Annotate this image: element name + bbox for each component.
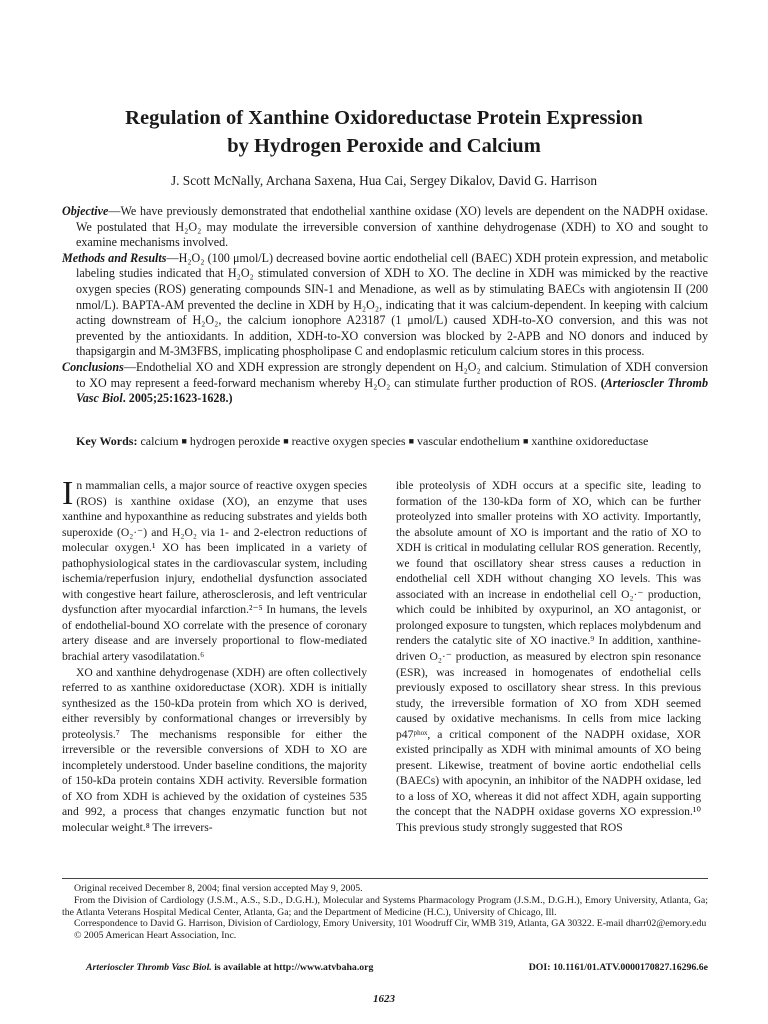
key-words — [76, 433, 726, 449]
journal-name: Arterioscler Thromb Vasc Biol. — [86, 962, 212, 973]
body-column-left — [62, 475, 367, 836]
footnote-copyright: © 2005 American Heart Association, Inc. — [74, 930, 237, 942]
title-line-1: Regulation of Xanthine Oxidoreductase Protein Expression — [125, 107, 643, 129]
methods-label: Methods and Results — [62, 250, 167, 265]
article-title — [40, 104, 728, 160]
abstract-citation: (Arterioscler Thromb Vasc Biol. 2005;25:1623-1628.) — [76, 375, 708, 406]
body-paragraph: XO and xanthine dehydrogenase (XDH) are often collectively referred to as xanthine oxidoreductase (XOR). XDH is initially synthesized as the 150-kDa protein from which XO is derived, either reversibly by conformational changes or irreversibly by proteolysis.⁷ The mechanisms responsible for either the irreversible or the reversible conversions of XDH to XO are incompletely understood. Under baseline conditions, the majority of 150-kDa protein contains XDH activity. Reversible formation of XO from XDH is achieved by the oxidation of cysteines 535 and 992, a process that changes enzymatic function but not molecular weight.⁸ The irrevers- — [62, 665, 367, 835]
objective-text: —We have previously demonstrated that endothelial xanthine oxidase (XO) levels are dependent on the NADPH oxidase. We postulated that H₂O₂ may modulate the irreversible conversion of xanthine dehydrogenase (XDH) to XO and sought to examine mechanisms involved. — [76, 204, 708, 250]
keyword-separator: ■ — [522, 436, 529, 446]
journal-url[interactable]: is available at http://www.atvbaha.org — [211, 962, 374, 973]
keyword: hydrogen peroxide — [189, 434, 281, 448]
abstract — [62, 204, 708, 407]
keyword-separator: ■ — [408, 436, 415, 446]
keyword-separator: ■ — [181, 436, 187, 446]
keyword: xanthine oxidoreductase — [531, 434, 649, 448]
keyword: reactive oxygen species — [291, 434, 406, 448]
footnote-correspondence: Correspondence to David G. Harrison, Division of Cardiology, Emory University, 101 Woodruff Cir, WMB 319, Atlanta, GA 30322. E-mail dharr02@emory.edu — [74, 918, 707, 930]
footnote-received: Original received December 8, 2004; final version accepted May 9, 2005. — [74, 883, 363, 894]
citation-volume: . 2005;25:1623-1628.) — [122, 391, 233, 406]
methods-text: —H₂O₂ (100 μmol/L) decreased bovine aortic endothelial cell (BAEC) XDH protein expression, and metabolic labeling studies indicated that H₂O₂ stimulated conversion of XDH to XO. The decline in XDH was mimicked by the reactive oxygen species (ROS) generating compounds SIN-1 and Menadione, as well as by stimulating BAECs with angiotensin II (200 nmol/L). BAPTA-AM prevented the decline in XDH by H₂O₂, indicating that it was calcium-dependent. In keeping with calcium acting downstream of H₂O₂, the calcium ionophore A23187 (1 μmol/L) caused XDH-to-XO conversion, and this was not prevented by the antioxidants. In addition, XDH-to-XO conversion was blocked by 2-APB and NO donors and induced by thapsigargin and M-3M3FBS, implicating phospholipase C and endoplasmic reticulum calcium stores in this process. — [76, 250, 708, 359]
objective-label: Objective — [62, 204, 109, 218]
body-paragraph: In mammalian cells, a major source of reactive oxygen species (ROS) is xanthine oxidase (XO), an enzyme that uses xanthine and hypoxanthine as reducing substrates and yields both superoxide (O₂·⁻) and H₂O₂ via 1- and 2-electron reductions of molecular oxygen.¹ XO has been implicated in a variety of pathophysiological states in the cardiovascular system, including ischemia/reperfusion injury, endothelial dysfunction associated with congestive heart failure, atherosclerosis, and left ventricular dysfunction after myocardial infarction.²⁻⁵ In humans, the levels of endothelial-bound XO correlate with the presence of coronary artery disease and are inversely proportional to flow-mediated brachial artery vasodilatation.⁶ — [62, 475, 367, 664]
keyword: vascular endothelium — [417, 434, 520, 448]
abstract-objective — [62, 204, 708, 251]
body-column-right — [396, 478, 701, 836]
footnote-divider — [62, 878, 708, 879]
page-number: 1623 — [373, 993, 395, 1005]
abstract-conclusions — [62, 360, 708, 407]
conclusions-label: Conclusions — [62, 359, 124, 374]
key-words-label: Key Words: — [76, 434, 138, 448]
footnotes — [62, 883, 708, 942]
drop-cap: I — [62, 475, 74, 512]
author-list: J. Scott McNally, Archana Saxena, Hua Cai, Sergey Dikalov, David G. Harrison — [170, 173, 598, 188]
abstract-methods — [62, 251, 708, 360]
doi[interactable]: DOI: 10.1161/01.ATV.0000170827.16296.6e — [528, 962, 708, 973]
body-paragraph: ible proteolysis of XDH occurs at a specific site, leading to formation of the 130-kDa form of XO, which can be further proteolyzed into smaller proteins with XO activity. Importantly, the absolute amount of XO is important and the ratio of XO to XDH is critical in modulating cellular ROS generation. Recently, we found that oscillatory shear stress causes a reduction in endothelial cell XDH without changing XO levels. This was associated with an increase in endothelial cell O₂·⁻ production, which could be inhibited by oxypurinol, an XO antagonist, or prolonged exposure to tungsten, which replaces molybdenum and renders the catalytic site of XO inactive.⁹ In addition, xanthine-driven O₂·⁻ production, as measured by electron spin resonance (ESR), was increased in homogenates of endothelial cells previously exposed to oscillatory shear stress. In this previous study, the irreversible formation of XO from XDH seemed caused by oxidative mechanisms. In cells from mice lacking p47ᵖʰᵒˣ, a critical component of the NADPH oxidase, XOR existed principally as XDH with minimal amounts of XO being present. Likewise, treatment of bovine aortic endothelial cells (BAECs) with apocynin, an inhibitor of the NADPH oxidase, led to a loss of XO, whereas it did not affect XDH, again supporting the concept that the NADPH oxidase governs XO expression.¹⁰ This previous study strongly suggested that ROS — [396, 479, 701, 835]
citation-journal: Arterioscler Thromb Vasc Biol — [76, 375, 708, 406]
keyword: calcium — [140, 434, 179, 448]
keyword-separator: ■ — [283, 436, 289, 446]
footnote-affiliation: From the Division of Cardiology (J.S.M., A.S., S.D., D.G.H.), Molecular and Systems Pharmacology Program (J.S.M., D.G.H.), Emory University, Atlanta, Ga; the Atlanta Veterans Hospital Medical Center, Atlanta, Ga; and the Department of Medicine (H.C.), University of Chicago, Ill. — [62, 894, 708, 918]
journal-availability — [86, 962, 373, 974]
conclusions-text: —Endothelial XO and XDH expression are strongly dependent on H₂O₂ and calcium. Stimulation of XDH conversion to XO may represent a feed-forward mechanism whereby H₂O₂ can stimulate further production of ROS. — [76, 359, 708, 390]
title-line-2: by Hydrogen Peroxide and Calcium — [227, 135, 541, 157]
